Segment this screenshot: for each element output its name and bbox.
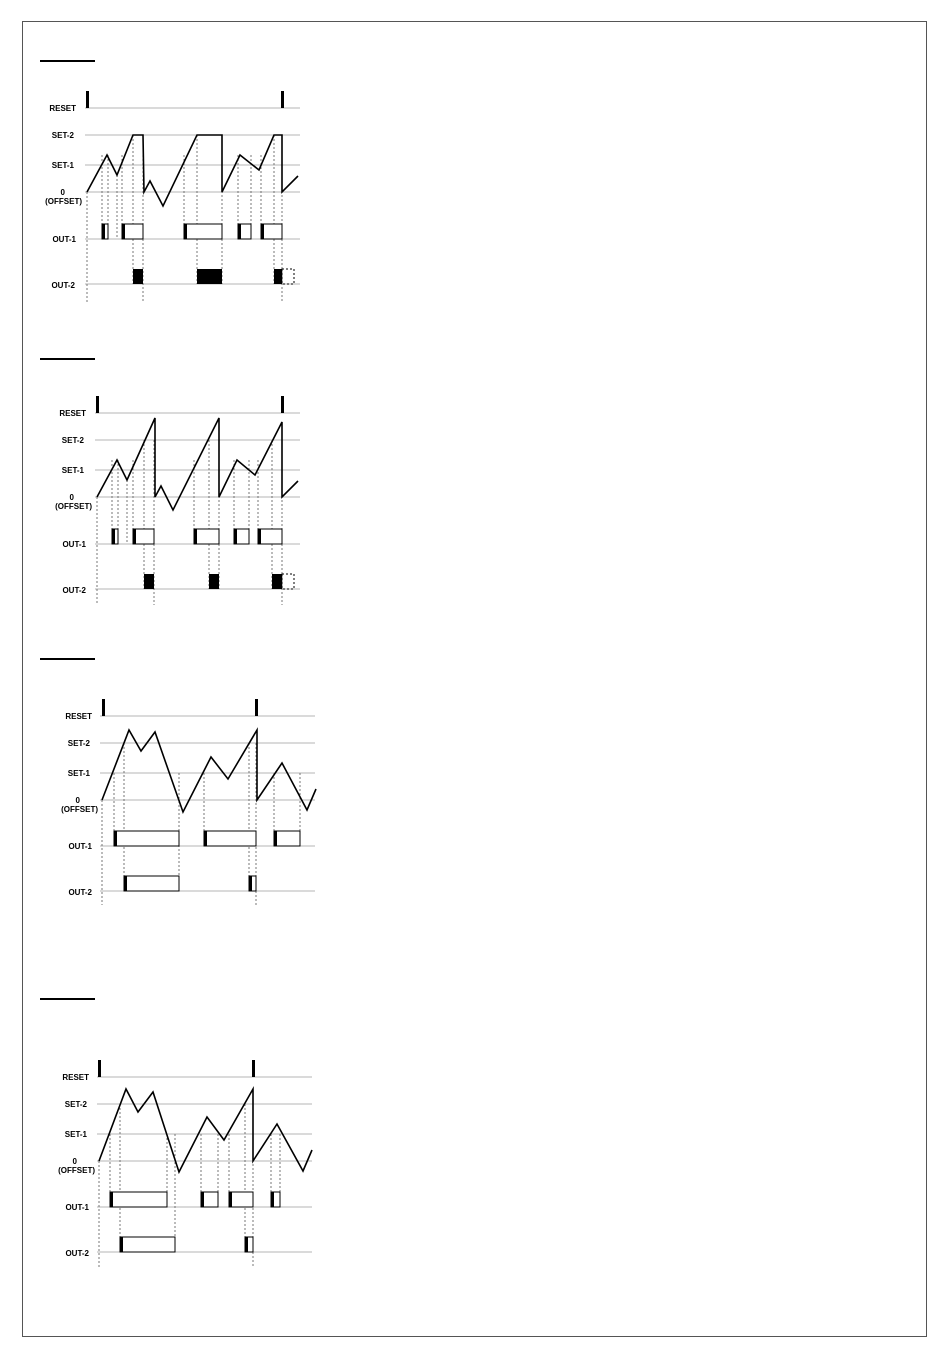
label-out-1: OUT-1 [65,1203,89,1212]
label-set-2: SET-2 [51,131,74,140]
label-set-1: SET-1 [64,1130,87,1139]
reset-pulse [252,1060,255,1077]
label-offset: (OFFSET) [45,197,82,206]
section-rule-2 [40,358,95,360]
label-out-1: OUT-1 [52,235,76,244]
timing-diagram-1 [0,80,330,310]
reset-pulse [255,699,258,716]
label-set-2: SET-2 [67,739,90,748]
out1-pulses [102,224,282,239]
label-zero: 0 [60,188,65,197]
label-out-2: OUT-2 [62,586,86,595]
reset-pulse [98,1060,101,1077]
reset-pulse [96,396,99,413]
guide-lines [97,440,282,605]
label-offset: (OFFSET) [58,1166,95,1175]
label-reset: RESET [65,712,92,721]
timing-diagram-4 [0,1050,340,1275]
label-out-2: OUT-2 [51,281,75,290]
reset-pulse [86,91,89,108]
label-set-2: SET-2 [61,436,84,445]
reset-pulse [102,699,105,716]
label-out-1: OUT-1 [68,842,92,851]
timing-diagram-2 [0,385,330,615]
section-rule-4 [40,998,95,1000]
label-set-2: SET-2 [64,1100,87,1109]
grid-lines [97,1077,312,1252]
label-reset: RESET [49,104,76,113]
label-zero: 0 [69,493,74,502]
out2-pulses [133,269,294,284]
out2-pulses [120,1237,253,1252]
grid-lines [100,716,315,891]
section-rule-3 [40,658,95,660]
label-reset: RESET [62,1073,89,1082]
label-offset: (OFFSET) [61,805,98,814]
label-reset: RESET [59,409,86,418]
out2-pulses [124,876,256,891]
count-waveform [87,135,298,206]
label-zero: 0 [72,1157,77,1166]
reset-pulse [281,91,284,108]
label-out-2: OUT-2 [68,888,92,897]
section-rule-1 [40,60,95,62]
label-offset: (OFFSET) [55,502,92,511]
label-set-1: SET-1 [51,161,74,170]
label-zero: 0 [75,796,80,805]
label-out-2: OUT-2 [65,1249,89,1258]
grid-lines [95,413,300,589]
out1-pulses [110,1192,280,1207]
label-set-1: SET-1 [67,769,90,778]
reset-pulse [281,396,284,413]
label-set-1: SET-1 [61,466,84,475]
label-out-1: OUT-1 [62,540,86,549]
timing-diagram-3 [0,690,340,915]
